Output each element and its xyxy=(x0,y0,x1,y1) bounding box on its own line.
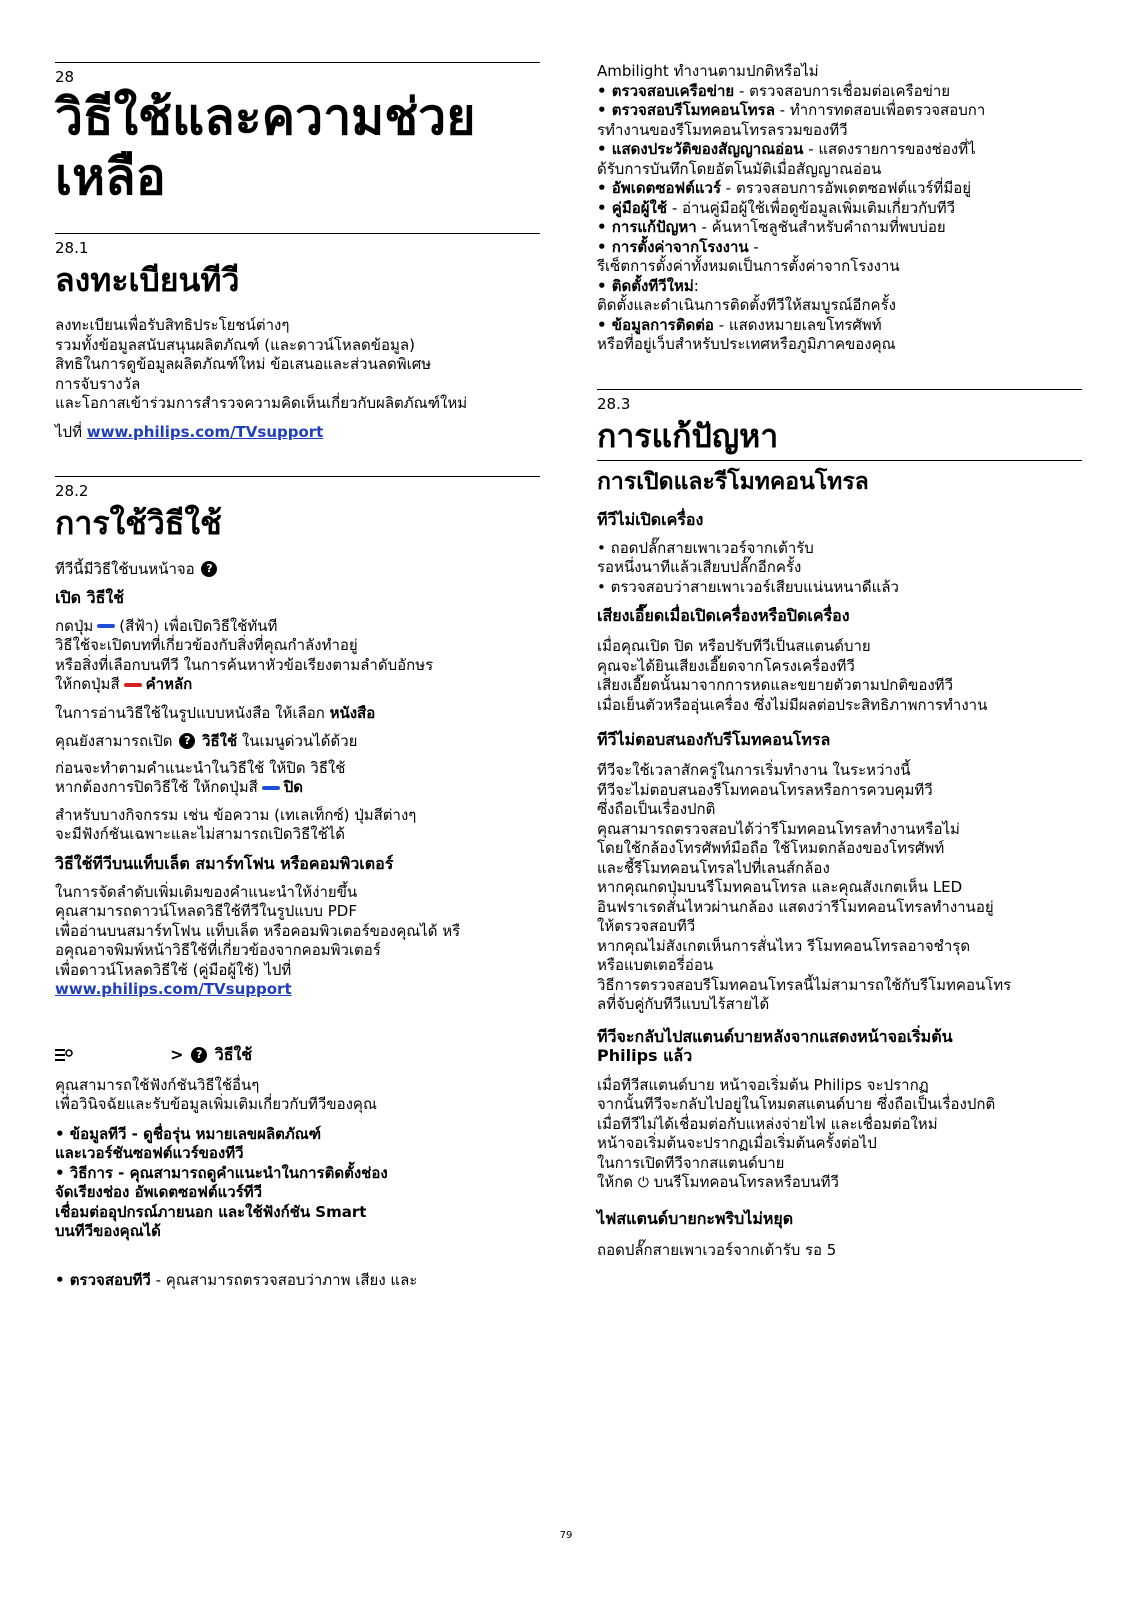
right-column xyxy=(597,62,1082,1268)
creak-heading: เสียงเอี๊ยดเมื่อเปิดเครื่องหรือปิดเครื่อง xyxy=(597,606,850,625)
text-line: อคุณอาจพิมพ์หน้าวิธีใช้ที่เกี่ยวข้องจากคอมพิวเตอร์ xyxy=(55,941,381,959)
list-item: • ข้อมูลการติดต่อ - แสดงหมายเลขโทรศัพท์ xyxy=(597,315,882,334)
text-line: ในการเปิดทีวีจากสแตนด์บาย xyxy=(597,1153,785,1172)
blink-text: ถอดปลั๊กสายเพาเวอร์จากเต้ารับ รอ 5 xyxy=(597,1240,837,1259)
text-line: สำหรับบางกิจกรรม เช่น ข้อความ (เทเลเท็กซ์) ปุ่มสีต่างๆ xyxy=(55,805,417,824)
text-line: จากนั้นทีวีจะกลับไปอยู่ในโหมดสแตนด์บาย ซึ่งถือเป็นเรื่องปกติ xyxy=(597,1095,996,1113)
list-item: • คู่มือผู้ใช้ - อ่านคู่มือผู้ใช้เพื่อดูข้อมูลเพิ่มเติมเกี่ยวกับทีวี xyxy=(597,198,956,217)
book-label: หนังสือ xyxy=(329,703,376,722)
subsection-title: การเปิดและรีโมทคอนโทรล xyxy=(597,468,869,495)
text-fragment: ให้กด xyxy=(597,1173,634,1191)
close-label: ปิด xyxy=(283,778,304,796)
text-line: เมื่อทีวีสแตนด์บาย หน้าจอเริ่มต้น Philips จะปรากฏ xyxy=(597,1075,929,1094)
check-tv-line xyxy=(55,1270,540,1290)
list-item: • ตรวจสอบเครือข่าย - ตรวจสอบการเชื่อมต่อเครือข่าย xyxy=(597,81,951,100)
list-item: บนทีวีของคุณได้ xyxy=(55,1222,161,1240)
book-line xyxy=(55,703,540,723)
text-line: วิธีใช้จะเปิดบทที่เกี่ยวข้องกับสิ่งที่คุณกำลังทำอยู่ xyxy=(55,636,358,654)
help-intro xyxy=(55,559,540,579)
tv-not-on-text xyxy=(597,539,1082,598)
menu-intro-text xyxy=(55,1076,540,1115)
section-title: ลงทะเบียนทีวี xyxy=(55,261,240,299)
chevron-right-icon: > xyxy=(170,1044,184,1064)
text-line: คุณสามารถตรวจสอบได้ว่ารีโมทคอนโทรลทำงานหรือไม่ xyxy=(597,819,960,838)
subsection-rule xyxy=(597,460,1082,461)
text-fragment: ในเมนูด่วนได้ด้วย xyxy=(237,731,358,750)
section-number: 28.1 xyxy=(55,239,89,257)
text-line: การจับรางวัล xyxy=(55,374,141,393)
text-line: • ตรวจสอบว่าสายเพาเวอร์เสียบแน่นหนาดีแล้ว xyxy=(597,577,899,596)
list-item: จัดเรียงช่อง อัพเดตซอฟต์แวร์ทีวี xyxy=(55,1183,263,1201)
list-item: • แสดงประวัติของสัญญาณอ่อน - แสดงรายการของช่องที่ไ xyxy=(597,140,976,158)
red-key-icon xyxy=(124,683,142,687)
text-line: ก่อนจะทำตามคำแนะนำในวิธีใช้ ให้ปิด วิธีใช้ xyxy=(55,758,346,777)
text-fragment: ในการอ่านวิธีใช้ในรูปแบบหนังสือ ให้เลือก xyxy=(55,703,330,722)
blue-key-icon xyxy=(97,624,115,628)
text-line: เมื่อคุณเปิด ปิด หรือปรับทีวีเป็นสแตนด์บาย xyxy=(597,637,871,655)
text-line: จะมีฟังก์ชันเฉพาะและไม่สามารถเปิดวิธีใช้ได้ xyxy=(55,825,346,843)
text-line: ทีวีจะไม่ตอบสนองรีโมทคอนโทรลหรือการควบคุมทีวี xyxy=(597,780,933,799)
section-title: การใช้วิธีใช้ xyxy=(55,503,222,542)
text-line: หน้าจอเริ่มต้นจะปรากฏเมื่อเริ่มต้นครั้งต่อไป xyxy=(597,1134,877,1152)
section-number: 28.2 xyxy=(55,481,89,500)
text-line: อินฟราเรดสั่นไหวผ่านกล้อง แสดงว่ารีโมทคอนโทรลทำงานอยู่ xyxy=(597,897,994,916)
help-icon: ? xyxy=(201,561,217,577)
text-line: หรือสิ่งที่เลือกบนทีวี ในการค้นหาหัวข้อเรียงตามลำดับอักษร xyxy=(55,655,434,674)
check-tv-label: • ตรวจสอบทีวี xyxy=(55,1270,151,1289)
text-line: คุณสามารถใช้ฟังก์ชันวิธีใช้อื่นๆ xyxy=(55,1075,260,1094)
list-item: • การแก้ปัญหา - ค้นหาโซลูชันสำหรับคำถามที่พบบ่อย xyxy=(597,218,946,236)
text-line: ทีวีจะใช้เวลาสักครู่ในการเริ่มทำงาน ในระหว่างนี้ xyxy=(597,761,911,779)
page-number: 79 xyxy=(559,1530,573,1541)
text-line: หรือแบตเตอรี่อ่อน xyxy=(597,956,714,974)
creak-text xyxy=(597,637,1082,715)
list-item: หรือที่อยู่เว็บสำหรับประเทศหรือภูมิภาคของคุณ xyxy=(597,335,896,353)
standby-text xyxy=(597,1076,1082,1194)
text-line xyxy=(597,1173,1082,1194)
text-line xyxy=(55,617,540,637)
chapter-title-line1: วิธีใช้และความช่วย xyxy=(55,88,476,146)
text-line: และชี้รีโมทคอนโทรลไปที่เลนส์กล้อง xyxy=(597,858,830,877)
section-number: 28.3 xyxy=(597,394,631,413)
help-icon: ? xyxy=(179,733,195,749)
text-fragment: คุณยังสามารถเปิด xyxy=(55,731,173,750)
text-line: หากคุณไม่สังเกตเห็นการสั่นไหว รีโมทคอนโทรลอาจชำรุด xyxy=(597,936,971,955)
blink-heading: ไฟสแตนด์บายกะพริบไม่หยุด xyxy=(597,1208,794,1228)
list-item: • ข้อมูลทีวี - ดูชื่อรุ่น หมายเลขผลิตภัณฑ์ xyxy=(55,1124,322,1143)
text-fragment: หากต้องการปิดวิธีใช้ ให้กดปุ่มสี xyxy=(55,778,258,796)
chapter-number: 28 xyxy=(55,68,75,86)
text-line: เสียงเอี๊ยดนั้นมาจากการหดและขยายตัวตามปกติของทีวี xyxy=(597,676,953,694)
help-options-continued xyxy=(597,62,1082,355)
text-line: เมื่อเย็นตัวหรืออุ่นเครื่อง ซึ่งไม่มีผลต่อประสิทธิภาพการทำงาน xyxy=(597,695,988,714)
text-line: คุณสามารถดาวน์โหลดวิธีใช้ทีวีในรูปแบบ PDF xyxy=(55,902,357,920)
standby-heading xyxy=(597,1027,1082,1066)
text-fragment: - คุณสามารถตรวจสอบว่าภาพ เสียง และ xyxy=(150,1270,418,1289)
registration-text xyxy=(55,316,540,414)
remote-heading: ทีวีไม่ตอบสนองกับรีโมทคอนโทรล xyxy=(597,730,831,749)
chapter-title-line2: เหลือ xyxy=(55,148,166,206)
list-item: • ติดตั้งทีวีใหม่: xyxy=(597,276,699,295)
settings-menu-icon xyxy=(55,1048,73,1062)
heading-line: ทีวีจะกลับไปสแตนด์บายหลังจากแสดงหน้าจอเริ่มต้น xyxy=(597,1026,953,1046)
help-intro-text: ทีวีนี้มีวิธีใช้บนหน้าจอ xyxy=(55,559,195,578)
list-item: เชื่อมต่ออุปกรณ์ภายนอก และใช้ฟังก์ชัน Smart xyxy=(55,1202,367,1221)
chapter-rule xyxy=(55,62,540,63)
text-line: เพื่อวินิจฉัยและรับข้อมูลเพิ่มเติมเกี่ยวกับทีวีของคุณ xyxy=(55,1095,377,1113)
blue-key-icon xyxy=(262,786,280,790)
text-line xyxy=(55,778,540,798)
keywords-label: คำหลัก xyxy=(145,675,193,693)
text-fragment: กดปุ่ม xyxy=(55,616,94,635)
text-line: ซึ่งถือเป็นเรื่องปกติ xyxy=(597,800,716,818)
list-item: และเวอร์ชันซอฟต์แวร์ของทีวี xyxy=(55,1144,244,1162)
text-line: เพื่ออ่านบนสมาร์ทโฟน แท็บเล็ต หรือคอมพิวเตอร์ของคุณได้ หรื xyxy=(55,921,461,940)
menu-path xyxy=(55,1044,540,1066)
text-fragment: บนรีโมทคอนโทรลหรือบนทีวี xyxy=(653,1173,839,1191)
text-fragment: (สีฟ้า) เพื่อเปิดวิธีใช้ทันที xyxy=(119,616,278,635)
chapter-title xyxy=(55,87,540,207)
support-link[interactable]: www.philips.com/TVsupport xyxy=(86,422,324,441)
text-line: วิธีการตรวจสอบรีโมทคอนโทรลนี้ไม่สามารถใช้กับรีโมทคอนโทร xyxy=(597,975,1012,994)
text-line: Ambilight ทำงานตามปกติหรือไม่ xyxy=(597,62,819,80)
text-line: ในการจัดลำดับเพิ่มเติมของคำแนะนำให้ง่ายขึ้น xyxy=(55,882,358,901)
text-line: เมื่อทีวีไม่ได้เชื่อมต่อกับแหล่งจ่ายไฟ และเชื่อมต่อใหม่ xyxy=(597,1114,938,1133)
support-link[interactable]: www.philips.com/TVsupport xyxy=(55,980,292,998)
help-icon: ? xyxy=(191,1047,207,1063)
text-line xyxy=(55,675,540,695)
list-item: • อัพเดตซอฟต์แวร์ - ตรวจสอบการอัพเดตซอฟต์แวร์ที่มีอยู่ xyxy=(597,179,971,197)
quick-menu-line xyxy=(55,731,540,751)
close-help-text xyxy=(55,759,540,798)
list-item: • การตั้งค่าจากโรงงาน - xyxy=(597,237,759,256)
help-label: วิธีใช้ xyxy=(214,1044,253,1064)
text-line: รวมทั้งข้อมูลสนับสนุนผลิตภัณฑ์ (และดาวน์โหลดข้อมูล) xyxy=(55,335,415,354)
section-rule-28-3 xyxy=(597,389,1082,390)
text-line: ให้ตรวจสอบทีวี xyxy=(597,917,696,935)
goto-line xyxy=(55,422,540,442)
list-item: รีเซ็ตการตั้งค่าทั้งหมดเป็นการตั้งค่าจากโรงงาน xyxy=(597,257,900,275)
text-line: ลที่จับคู่กับทีวีแบบไร้สายได้ xyxy=(597,995,770,1013)
list-item: • ตรวจสอบรีโมทคอนโทรล - ทำการทดสอบเพื่อตรวจสอบกา xyxy=(597,101,986,119)
tablet-help-heading: วิธีใช้ทีวีบนแท็บเล็ต สมาร์ทโฟน หรือคอมพิวเตอร์ xyxy=(55,853,394,873)
tv-not-on-heading: ทีวีไม่เปิดเครื่อง xyxy=(597,509,704,529)
text-line: และโอกาสเข้าร่วมการสำรวจความคิดเห็นเกี่ยวกับผลิตภัณฑ์ใหม่ xyxy=(55,394,468,412)
power-icon: ⏻ xyxy=(637,1175,649,1191)
activity-text xyxy=(55,806,540,845)
open-help-text xyxy=(55,617,540,695)
text-line: คุณจะได้ยินเสียงเอี๊ยดจากโครงเครื่องทีวี xyxy=(597,656,855,675)
list-item: • วิธีการ - คุณสามารถดูคำแนะนำในการติดตั้งช่อง xyxy=(55,1163,388,1182)
tablet-help-text xyxy=(55,883,540,1000)
text-line: หากคุณกดปุ่มบนรีโมทคอนโทรล และคุณสังเกตเห็น LED xyxy=(597,878,963,896)
section-title: การแก้ปัญหา xyxy=(597,416,779,455)
text-line: สิทธิในการดูข้อมูลผลิตภัณฑ์ใหม่ ข้อเสนอและส่วนลดพิเศษ xyxy=(55,355,432,373)
open-help-heading: เปิด วิธีใช้ xyxy=(55,587,125,607)
section-rule-28-2 xyxy=(55,476,540,477)
heading-line: Philips แล้ว xyxy=(597,1046,693,1065)
help-options-list xyxy=(55,1125,540,1242)
text-line: โดยใช้กล้องโทรศัพท์มือถือ ใช้โหมดกล้องของโทรศัพท์ xyxy=(597,839,945,857)
text-line: เพื่อดาวน์โหลดวิธีใช้ (คู่มือผู้ใช้) ไปที่ xyxy=(55,960,292,979)
help-label: วิธีใช้ xyxy=(202,731,238,750)
text-line: ลงทะเบียนเพื่อรับสิทธิประโยชน์ต่างๆ xyxy=(55,316,290,334)
list-item: ติดตั้งและดำเนินการติดตั้งทีวีให้สมบูรณ์อีกครั้ง xyxy=(597,296,896,314)
text-line: รอหนึ่งนาทีแล้วเสียบปลั๊กอีกครั้ง xyxy=(597,558,802,576)
list-item: รทำงานของรีโมทคอนโทรลรวมของทีวี xyxy=(597,120,848,139)
remote-text xyxy=(597,761,1082,1015)
text-line: • ถอดปลั๊กสายเพาเวอร์จากเต้ารับ xyxy=(597,538,814,557)
text-fragment: ให้กดปุ่มสี xyxy=(55,675,120,693)
list-item: ด้รับการบันทึกโดยอัตโนมัติเมื่อสัญญาณอ่อน xyxy=(597,159,882,178)
goto-text: ไปที่ xyxy=(55,422,87,441)
left-column xyxy=(55,62,540,1298)
section-rule-28-1 xyxy=(55,233,540,234)
